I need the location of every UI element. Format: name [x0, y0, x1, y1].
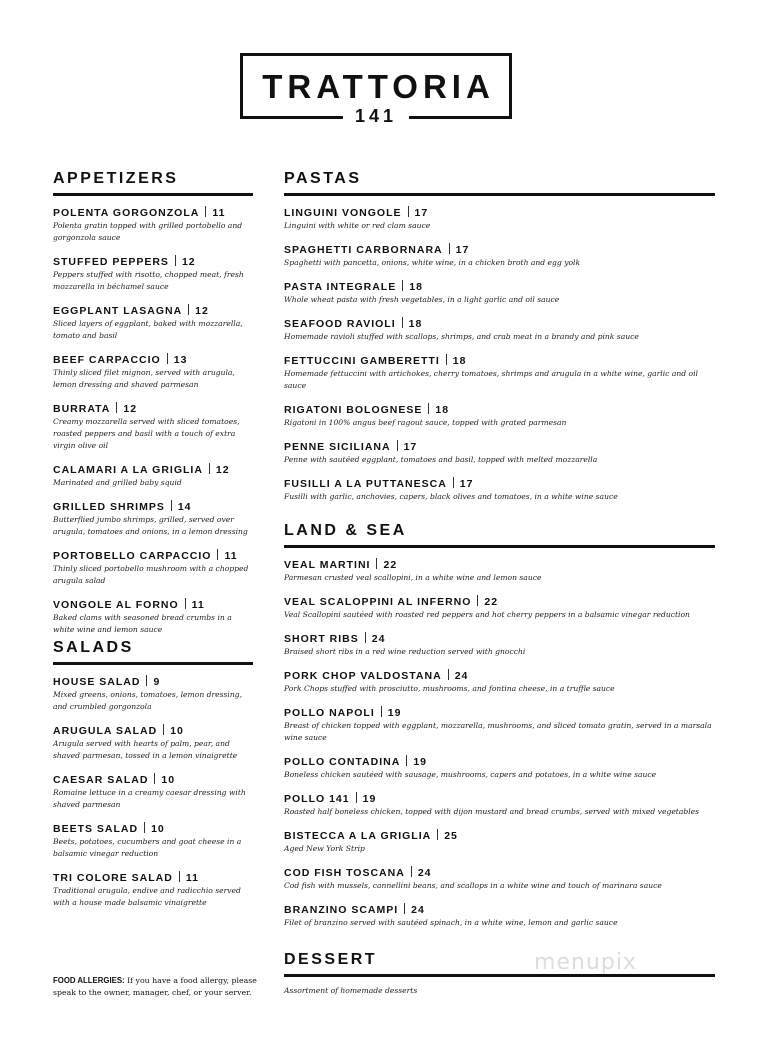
menu-item — [284, 866, 715, 892]
price-separator — [411, 866, 412, 877]
menu-item-price: 18 — [408, 318, 423, 330]
menu-item — [53, 304, 253, 342]
menu-item-name: POLENTA GORGONZOLA — [53, 207, 200, 219]
menu-item-name: BRANZINO SCAMPI — [284, 904, 399, 916]
menu-item-price: 12 — [123, 403, 138, 415]
menu-item-name: LINGUINI VONGOLE — [284, 207, 402, 219]
menu-item-description: Thinly sliced filet mignon, served with arugula, lemon dressing and shaved parmesan — [53, 368, 235, 389]
menu-item-description: Creamy mozzarella served with sliced tomatoes, roasted peppers and basil with a touch of extra virgin olive oil — [53, 417, 240, 450]
menu-item — [53, 598, 253, 636]
price-separator — [381, 706, 382, 717]
menu-item — [284, 440, 715, 466]
menu-item-price: 25 — [444, 830, 458, 842]
menu-item — [284, 558, 715, 584]
menu-item-name: TRI COLORE SALAD — [53, 872, 173, 884]
menu-item-heading — [284, 903, 715, 917]
menu-item-price: 11 — [224, 550, 238, 562]
menu-item-heading — [284, 632, 715, 646]
menu-item-description: Spaghetti with pancetta, onions, white wine, in a chicken broth and egg yolk — [284, 258, 581, 267]
menu-item — [53, 353, 253, 391]
item-list — [53, 675, 253, 909]
menu-item — [53, 402, 253, 452]
menu-item — [284, 903, 715, 929]
menu-item-heading — [53, 206, 253, 220]
menu-item-heading — [53, 463, 253, 477]
section-salads — [53, 638, 253, 920]
menu-item — [284, 755, 715, 781]
price-separator — [446, 354, 447, 365]
logo-number: 141 — [343, 106, 409, 127]
price-separator — [179, 871, 180, 882]
menu-item-heading — [53, 822, 253, 836]
menu-item-name: POLLO CONTADINA — [284, 756, 401, 768]
menu-item-description: Thinly sliced portobello mushroom with a chopped arugula salad — [53, 564, 249, 585]
menu-item-description: Roasted half boneless chicken, topped with dijon mustard and bread crumbs, served with mixed vegetables — [284, 807, 700, 816]
menu-item — [53, 255, 253, 293]
menu-item-heading — [284, 669, 715, 683]
menu-item-description: Aged New York Strip — [284, 844, 365, 853]
menu-item-heading — [284, 317, 715, 331]
price-separator — [356, 792, 357, 803]
menu-item-name: VEAL SCALOPPINI AL INFERNO — [284, 596, 472, 608]
section-divider — [284, 974, 715, 977]
menu-item-heading — [284, 829, 715, 843]
menu-item — [53, 500, 253, 538]
menu-item-price: 22 — [383, 559, 398, 571]
menu-item-name: HOUSE SALAD — [53, 676, 141, 688]
section-title: SALADS — [53, 639, 134, 656]
menu-item — [284, 354, 715, 392]
menu-item-price: 18 — [409, 281, 423, 293]
menu-item-heading — [53, 402, 253, 416]
price-separator — [406, 755, 407, 766]
menu-item-heading — [284, 866, 715, 880]
menu-item-name: FUSILLI A LA PUTTANESCA — [284, 478, 447, 490]
menu-item — [53, 773, 253, 811]
menu-item — [284, 477, 715, 503]
menu-item-heading — [53, 598, 253, 612]
menu-item — [53, 871, 253, 909]
menu-item-description: Polenta gratin topped with grilled portobello and gorgonzola sauce — [53, 221, 243, 242]
menu-item-name: RIGATONI BOLOGNESE — [284, 404, 423, 416]
price-separator — [154, 773, 155, 784]
menu-item-heading — [53, 353, 253, 367]
price-separator — [144, 822, 145, 833]
menu-item-description: Homemade ravioli stuffed with scallops, shrimps, and crab meat in a brandy and pink sauce — [284, 332, 639, 341]
menu-item-description: Traditional arugula, endive and radicchio served with a house made balsamic vinaigrette — [53, 886, 241, 907]
menu-item-price: 12 — [195, 305, 209, 317]
menu-item-heading — [53, 304, 253, 318]
menu-item-price: 11 — [185, 872, 199, 884]
menu-item-description: Rigatoni in 100% angus beef ragout sauce, topped with grated parmesan — [284, 418, 567, 427]
menu-item — [284, 706, 715, 744]
menu-item-price: 17 — [459, 478, 474, 490]
menu-item-name: EGGPLANT LASAGNA — [53, 305, 183, 317]
item-list — [284, 558, 715, 929]
section-title: DESSERT — [284, 951, 378, 968]
menu-item-description: Pork Chops stuffed with prosciutto, mushrooms, and fontina cheese, in a truffle sauce — [284, 684, 615, 693]
menu-item-name: GRILLED SHRIMPS — [53, 501, 165, 513]
section-divider — [284, 545, 715, 548]
menu-item-heading — [284, 792, 715, 806]
menu-item-description: Romaine lettuce in a creamy caesar dressing with shaved parmesan — [53, 788, 246, 809]
price-separator — [402, 317, 403, 328]
menu-item-name: PENNE SICILIANA — [284, 441, 391, 453]
menu-item — [284, 317, 715, 343]
menu-item-name: VEAL MARTINI — [284, 559, 371, 571]
menu-item-description: Whole wheat pasta with fresh vegetables, in a light garlic and oil sauce — [284, 295, 560, 304]
price-separator — [365, 632, 366, 643]
price-separator — [477, 595, 478, 606]
menu-item-heading — [284, 595, 715, 609]
price-separator — [171, 500, 172, 511]
menu-item-name: POLLO NAPOLI — [284, 707, 375, 719]
menu-item-price: 11 — [191, 599, 205, 611]
menu-item-price: 12 — [181, 256, 196, 268]
menu-item-price: 19 — [413, 756, 427, 768]
menu-item-name: BEEF CARPACCIO — [53, 354, 161, 366]
price-separator — [188, 304, 189, 315]
section-dessert — [284, 950, 715, 997]
price-separator — [448, 669, 449, 680]
menu-item-heading — [53, 500, 253, 514]
menu-item-description: Peppers stuffed with risotto, chopped meat, fresh mozzarella in béchamel sauce — [53, 270, 244, 291]
menu-item — [284, 595, 715, 621]
menu-item-price: 24 — [371, 633, 386, 645]
menu-item-heading — [53, 549, 253, 563]
menu-item-description: Fusilli with garlic, anchovies, capers, black olives and tomatoes, in a white wine sauce — [284, 492, 618, 501]
menu-item-heading — [284, 706, 715, 720]
menu-item-name: SEAFOOD RAVIOLI — [284, 318, 396, 330]
menu-item — [53, 822, 253, 860]
menu-item-description: Linguini with white or red clam sauce — [284, 221, 431, 230]
dessert-description: Assortment of homemade desserts — [284, 986, 418, 995]
allergy-text: If you have a food allergy, please speak to the owner, manager, chef, or your server. — [53, 976, 257, 997]
price-separator — [408, 206, 409, 217]
menu-item — [284, 669, 715, 695]
menu-item-price: 10 — [170, 725, 184, 737]
price-separator — [376, 558, 377, 569]
menu-item-description: Beets, potatoes, cucumbers and goat cheese in a balsamic vinegar reduction — [53, 837, 242, 858]
section-pastas — [284, 169, 715, 514]
price-separator — [397, 440, 398, 451]
menu-item-heading — [53, 724, 253, 738]
price-separator — [404, 903, 405, 914]
menu-item-name: BISTECCA A LA GRIGLIA — [284, 830, 432, 842]
menu-item-price: 24 — [454, 670, 469, 682]
menu-item-description: Homemade fettuccini with artichokes, cherry tomatoes, shrimps and arugula in a white wine, garlic and oil sauce — [284, 369, 698, 390]
menu-item-name: ARUGULA SALAD — [53, 725, 158, 737]
menu-item-price: 10 — [161, 774, 176, 786]
price-separator — [167, 353, 168, 364]
price-separator — [163, 724, 164, 735]
menu-item — [284, 243, 715, 269]
menu-item-heading — [284, 206, 715, 220]
section-title: LAND & SEA — [284, 522, 407, 539]
menu-item-name: CAESAR SALAD — [53, 774, 149, 786]
price-separator — [175, 255, 176, 266]
price-separator — [428, 403, 429, 414]
price-separator — [402, 280, 403, 291]
menu-item — [284, 792, 715, 818]
menu-item-price: 13 — [173, 354, 188, 366]
menu-item-name: BEETS SALAD — [53, 823, 139, 835]
menu-item-name: POLLO 141 — [284, 793, 350, 805]
price-separator — [205, 206, 206, 217]
menu-item-name: PORK CHOP VALDOSTANA — [284, 670, 442, 682]
section-divider — [53, 662, 253, 665]
menu-item-price: 14 — [177, 501, 192, 513]
logo-title: TRATTORIA — [262, 68, 495, 105]
menu-item-name: SPAGHETTI CARBORNARA — [284, 244, 443, 256]
menu-item-price: 24 — [417, 867, 432, 879]
section-land-sea — [284, 521, 715, 940]
menu-item-price: 10 — [151, 823, 165, 835]
menu-item-heading — [284, 477, 715, 491]
menu-item-price: 17 — [403, 441, 418, 453]
menu-item-name: BURRATA — [53, 403, 111, 415]
menu-item-description: Boneless chicken sautéed with sausage, mushrooms, capers and potatoes, in a white wine sauce — [284, 770, 657, 779]
price-separator — [437, 829, 438, 840]
menu-item-heading — [284, 354, 715, 368]
price-separator — [116, 402, 117, 413]
price-separator — [449, 243, 450, 254]
menu-item-description: Veal Scallopini sautéed with roasted red peppers and hot cherry peppers in a balsamic vinegar reduction — [284, 610, 690, 619]
menu-item-heading — [53, 675, 253, 689]
menu-item-description: Filet of branzino served with sautéed spinach, in a white wine, lemon and garlic sauce — [284, 918, 618, 927]
menu-item-heading — [284, 558, 715, 572]
menu-item — [53, 463, 253, 489]
menu-item — [284, 206, 715, 232]
menu-item-heading — [284, 403, 715, 417]
menu-item-price: 18 — [452, 355, 467, 367]
menu-item-price: 9 — [153, 676, 161, 688]
menu-item-heading — [284, 440, 715, 454]
menu-item — [53, 724, 253, 762]
menu-item-heading — [53, 255, 253, 269]
menu-item-description: Braised short ribs in a red wine reduction served with gnocchi — [284, 647, 526, 656]
menu-item-price: 11 — [212, 207, 226, 219]
menu-item — [284, 280, 715, 306]
menu-item-description: Butterflied jumbo shrimps, grilled, served over arugula, tomatoes and onions, in a lemon dressing — [53, 515, 248, 536]
menu-item — [53, 206, 253, 244]
price-separator — [146, 675, 147, 686]
menu-item-heading — [284, 280, 715, 294]
menu-item-description: Baked clams with seasoned bread crumbs in a white wine and lemon sauce — [53, 613, 232, 634]
menu-item-name: STUFFED PEPPERS — [53, 256, 169, 268]
menu-item-name: SHORT RIBS — [284, 633, 359, 645]
restaurant-logo — [240, 53, 512, 126]
menu-item-heading — [53, 871, 253, 885]
menu-item-price: 19 — [387, 707, 402, 719]
menu-item-name: CALAMARI A LA GRIGLIA — [53, 464, 203, 476]
menu-item — [284, 829, 715, 855]
menu-item-description: Cod fish with mussels, cannellini beans, and scallops in a white wine and touch of marinara sauce — [284, 881, 662, 890]
menu-item-name: PORTOBELLO CARPACCIO — [53, 550, 212, 562]
menu-item-description: Parmesan crusted veal scallopini, in a white wine and lemon sauce — [284, 573, 542, 582]
menu-item-heading — [284, 243, 715, 257]
menu-item-name: COD FISH TOSCANA — [284, 867, 405, 879]
menu-item — [53, 675, 253, 713]
menu-item-description: Arugula served with hearts of palm, pear, and shaved parmesan, tossed in a lemon vinaigrette — [53, 739, 238, 760]
price-separator — [185, 598, 186, 609]
item-list — [53, 206, 253, 636]
menu-item-description: Penne with sautéed eggplant, tomatoes and basil, topped with melted mozzarella — [284, 455, 598, 464]
price-separator — [217, 549, 218, 560]
price-separator — [209, 463, 210, 474]
menu-item-price: 19 — [362, 793, 377, 805]
menu-item-description: Breast of chicken topped with eggplant, mozzarella, mushrooms, and sliced tomato gratin, served in a marsala wine sauce — [284, 721, 712, 742]
allergy-label: FOOD ALLERGIES: — [53, 976, 125, 985]
menu-item-description: Marinated and grilled baby squid — [53, 478, 182, 487]
menu-item-price: 24 — [411, 904, 425, 916]
section-title: PASTAS — [284, 170, 362, 187]
section-divider — [53, 193, 253, 196]
menu-item-description: Mixed greens, onions, tomatoes, lemon dressing, and crumbled gorgonzola — [53, 690, 242, 711]
menu-item-price: 22 — [484, 596, 499, 608]
menu-item-name: FETTUCCINI GAMBERETTI — [284, 355, 440, 367]
menu-item — [53, 549, 253, 587]
menu-item — [284, 632, 715, 658]
section-title: APPETIZERS — [53, 170, 179, 187]
menu-item-description: Sliced layers of eggplant, baked with mozzarella, tomato and basil — [53, 319, 243, 340]
menu-item-name: VONGOLE AL FORNO — [53, 599, 179, 611]
food-allergy-notice — [53, 975, 258, 999]
menu-item-price: 17 — [414, 207, 429, 219]
menu-item-price: 12 — [215, 464, 230, 476]
menu-item-heading — [284, 755, 715, 769]
section-divider — [284, 193, 715, 196]
menu-item-heading — [53, 773, 253, 787]
price-separator — [453, 477, 454, 488]
section-appetizers — [53, 169, 253, 647]
menu-item-name: PASTA INTEGRALE — [284, 281, 397, 293]
watermark: menupix — [534, 950, 637, 975]
menu-item-price: 17 — [455, 244, 470, 256]
menu-item — [284, 403, 715, 429]
item-list — [284, 206, 715, 503]
menu-item-price: 18 — [435, 404, 450, 416]
